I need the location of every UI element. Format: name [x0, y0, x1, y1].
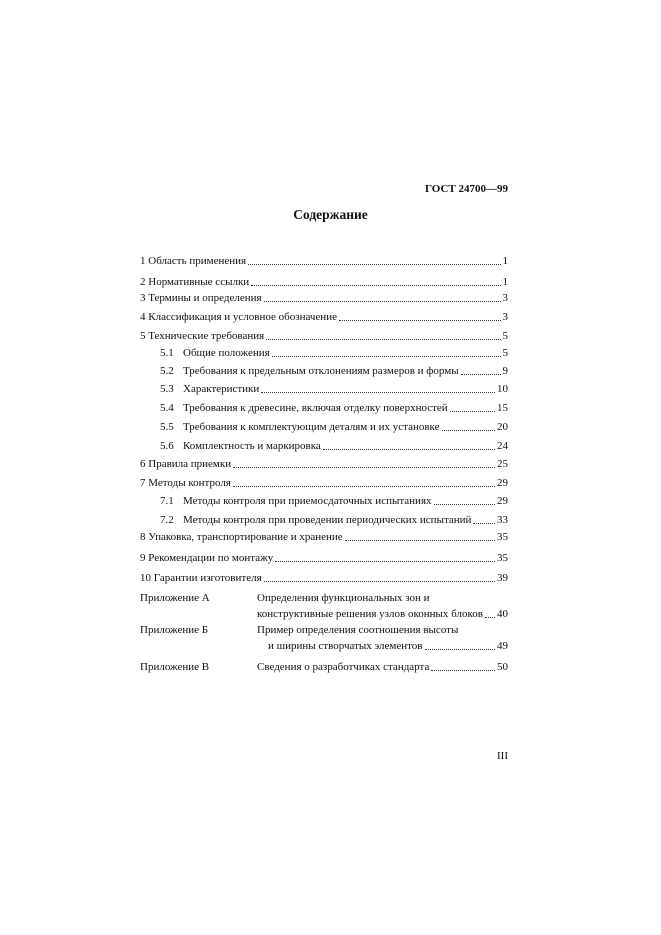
toc-appendix: [140, 590, 508, 622]
appendix-title-line2: и ширины створчатых элементов: [268, 640, 423, 652]
toc-entry-number: 4: [140, 311, 146, 323]
toc-entry: [140, 275, 508, 289]
toc-entry-title: Характеристики: [183, 383, 260, 395]
toc-entry: [140, 364, 508, 378]
toc-entry-page: 15: [497, 402, 508, 414]
toc-entry: [140, 551, 508, 565]
toc-entry-number: 9: [140, 552, 146, 564]
toc-entry-title: Комплектность и маркировка: [183, 440, 321, 452]
toc-entry-page: 9: [502, 365, 508, 377]
dot-leader: [233, 485, 495, 487]
toc-entry: [140, 494, 508, 508]
toc-entry-title: Требования к древесине, включая отделку поверхностей: [183, 402, 448, 414]
toc-entry: [140, 439, 508, 453]
toc-entry-number: 8: [140, 531, 146, 543]
toc-entry-title: Требования к комплектующим деталям и их установке: [183, 421, 440, 433]
toc-entry-number: 6: [140, 458, 146, 470]
dot-leader: [272, 355, 501, 357]
toc-entry-title: Правила приемки: [148, 458, 232, 470]
appendix-label: Приложение А: [140, 592, 210, 604]
toc-entry-page: 29: [497, 477, 508, 489]
toc-entry-page: 33: [497, 514, 508, 526]
toc-entry-number: 1: [140, 255, 146, 267]
dot-leader: [275, 560, 495, 562]
toc-entry-page: 1: [502, 255, 508, 267]
appendix-page: 50: [497, 661, 508, 673]
toc-entry-title: Методы контроля при проведении периодических испытаний: [183, 514, 472, 526]
toc-entry-title: Область применения: [148, 255, 247, 267]
toc-entry-page: 3: [502, 311, 508, 323]
toc-entry: [140, 346, 508, 360]
document-code-header: ГОСТ 24700—99: [425, 183, 508, 195]
toc-entry-page: 5: [502, 347, 508, 359]
dot-leader: [233, 466, 495, 468]
toc-entry-title: Методы контроля: [148, 477, 231, 489]
appendix-title-line2: Сведения о разработчиках стандарта: [257, 661, 430, 673]
toc-entry: [140, 530, 508, 544]
toc-appendix: [140, 643, 508, 675]
appendix-label: Приложение В: [140, 661, 210, 673]
toc-entry-page: 24: [497, 440, 508, 452]
toc-entry-page: 10: [497, 383, 508, 395]
toc-entry-number: 7: [140, 477, 146, 489]
toc-entry-page: 20: [497, 421, 508, 433]
dot-leader: [248, 263, 500, 265]
toc-entry: [140, 401, 508, 415]
toc-entry-title: Упаковка, транспортирование и хранение: [148, 531, 343, 543]
dot-leader: [431, 670, 495, 671]
toc-entry-page: 39: [497, 572, 508, 584]
toc-entry-page: 29: [497, 495, 508, 507]
appendix-title-line2: конструктивные решения узлов оконных блоков: [257, 608, 483, 620]
dot-leader: [251, 284, 500, 286]
toc-entry-number: 7.1: [160, 495, 174, 507]
toc-entry-number: 5.4: [160, 402, 174, 414]
toc-entry-number: 5.3: [160, 383, 174, 395]
page-title: Содержание: [293, 207, 368, 222]
appendix-title-line1: Определения функциональных зон и: [257, 592, 430, 604]
toc-entry: [140, 254, 508, 268]
toc-entry-page: 3: [502, 292, 508, 304]
dot-leader: [442, 429, 495, 431]
toc-entry-number: 5.5: [160, 421, 174, 433]
toc-entry-title: Общие положения: [183, 347, 270, 359]
toc-entry-title: Термины и определения: [148, 292, 262, 304]
toc-entry-title: Классификация и условное обозначение: [148, 311, 337, 323]
toc-entry-title: Гарантии изготовителя: [153, 572, 262, 584]
toc-entry: [140, 571, 508, 585]
toc-entry: [140, 291, 508, 305]
toc-entry-page: 35: [497, 531, 508, 543]
dot-leader: [461, 373, 501, 375]
toc-entry: [140, 513, 508, 527]
toc-entry-page: 25: [497, 458, 508, 470]
toc-entry: [140, 457, 508, 471]
toc-entry-number: 5.2: [160, 365, 174, 377]
toc-entry-number: 5: [140, 330, 146, 342]
toc-entry-page: 5: [502, 330, 508, 342]
toc-entry-title: Нормативные ссылки: [148, 276, 250, 288]
dot-leader: [339, 319, 501, 321]
appendix-label: Приложение Б: [140, 624, 209, 636]
toc-entry: [140, 310, 508, 324]
dot-leader: [345, 539, 495, 541]
dot-leader: [261, 391, 495, 393]
dot-leader: [264, 580, 495, 582]
toc-entry: [140, 382, 508, 396]
toc-entry-page: 35: [497, 552, 508, 564]
page-number: III: [497, 750, 508, 762]
toc-entry-number: 7.2: [160, 514, 174, 526]
dot-leader: [434, 503, 496, 505]
toc-entry-number: 5.1: [160, 347, 174, 359]
toc-entry: [140, 476, 508, 490]
toc-entry-title: Методы контроля при приемосдаточных испытаниях: [183, 495, 432, 507]
dot-leader: [323, 448, 495, 450]
toc-entry-page: 1: [502, 276, 508, 288]
dot-leader: [450, 410, 495, 412]
dot-leader: [473, 522, 495, 524]
toc-entry-title: Требования к предельным отклонениям размеров и формы: [183, 365, 459, 377]
appendix-page: 49: [497, 640, 508, 652]
toc-entry: [140, 329, 508, 343]
appendix-title-line1: Пример определения соотношения высоты: [257, 624, 459, 636]
dot-leader: [266, 338, 500, 340]
appendix-page: 40: [497, 608, 508, 620]
toc-entry-number: 2: [140, 276, 146, 288]
toc-entry-title: Рекомендации по монтажу: [148, 552, 274, 564]
dot-leader: [264, 300, 501, 302]
dot-leader: [485, 617, 495, 618]
toc-entry: [140, 420, 508, 434]
toc-entry-title: Технические требования: [148, 330, 265, 342]
toc-entry-number: 10: [140, 572, 151, 584]
toc-entry-number: 3: [140, 292, 146, 304]
toc-entry-number: 5.6: [160, 440, 174, 452]
